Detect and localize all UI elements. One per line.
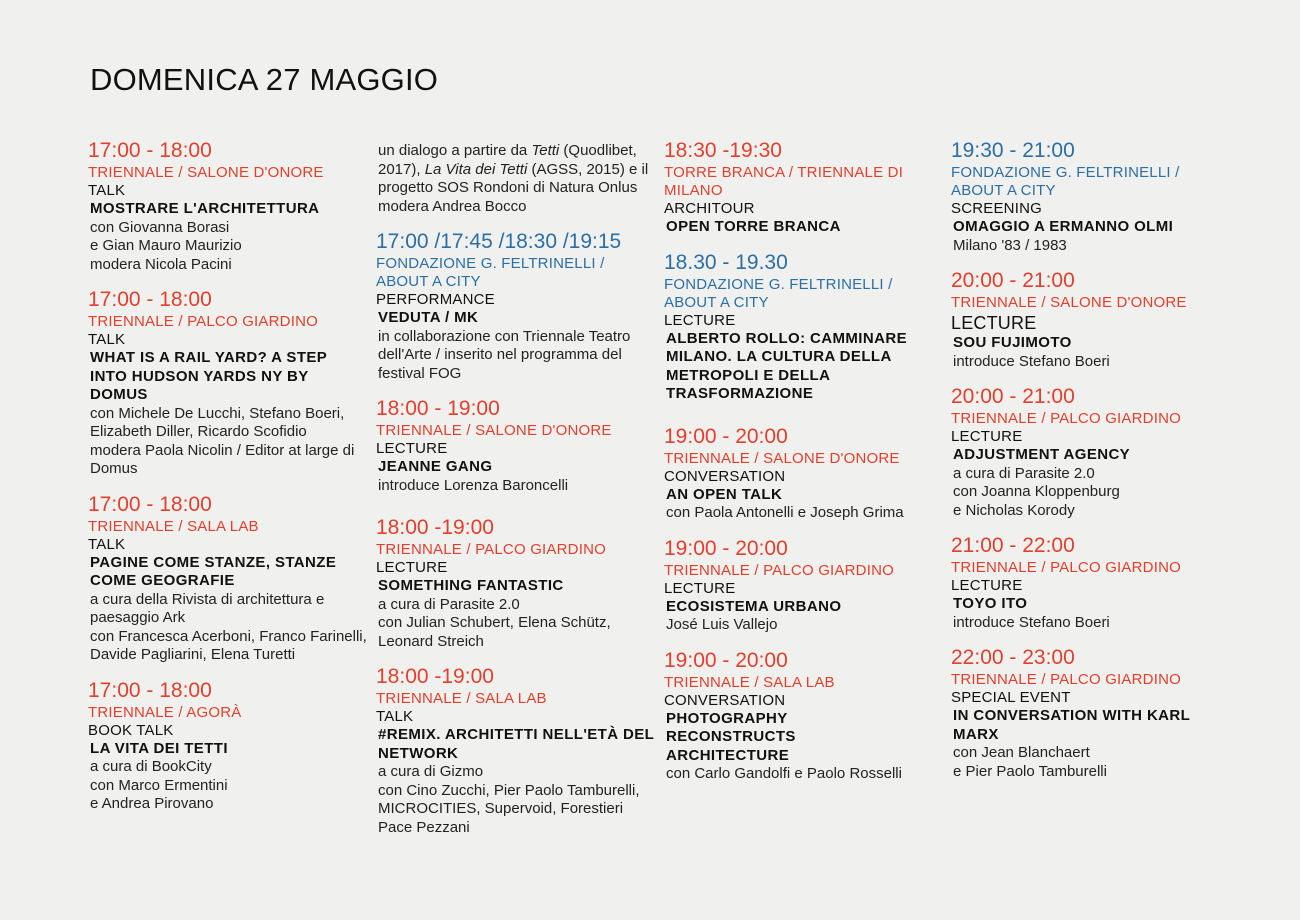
event-type: LECTURE <box>376 440 448 457</box>
event <box>664 138 944 237</box>
event-title: WHAT IS A RAIL YARD? A STEP INTO HUDSON YARDS NY BY DOMUS <box>90 349 327 403</box>
event-time: 18:00 - 19:00 <box>376 397 500 420</box>
event-detail: con Julian Schubert, Elena Schütz, Leonard Streich <box>378 614 611 650</box>
event-type: BOOK TALK <box>88 721 174 739</box>
event-detail: con Jean Blanchaert <box>953 744 1090 761</box>
event-title: AN OPEN TALK <box>666 485 783 503</box>
schedule-column-3 <box>664 138 944 797</box>
event-venue: FONDAZIONE G. FELTRINELLI / ABOUT A CITY <box>664 275 893 311</box>
event-venue: FONDAZIONE G. FELTRINELLI / ABOUT A CITY <box>951 164 1180 199</box>
schedule-column-1 <box>88 138 368 827</box>
event-type: CONVERSATION <box>664 467 786 485</box>
event-detail: e Nicholas Korody <box>953 501 1075 519</box>
event-venue: TRIENNALE / SALONE D'ONORE <box>376 422 612 439</box>
event-title: ADJUSTMENT AGENCY <box>953 446 1131 463</box>
event-type: SPECIAL EVENT <box>951 689 1071 706</box>
event-venue: TRIENNALE / PALCO GIARDINO <box>88 313 318 330</box>
event-type: CONVERSATION <box>664 691 786 709</box>
event <box>88 138 368 274</box>
event-venue: TRIENNALE / SALONE D'ONORE <box>664 449 900 467</box>
event-time: 18.30 - 19.30 <box>664 250 788 274</box>
event-detail: e Andrea Pirovano <box>90 795 214 812</box>
event-type: LECTURE <box>951 313 1037 333</box>
event-venue: TRIENNALE / PALCO GIARDINO <box>951 671 1181 688</box>
event-detail: con Marco Ermentini <box>90 776 228 794</box>
event-detail: a cura della Rivista di architettura e paesaggio Ark <box>90 590 325 626</box>
event-detail: e Pier Paolo Tamburelli <box>953 762 1107 780</box>
event-detail: con Cino Zucchi, Pier Paolo Tamburelli, MICROCITIES, Supervoid, Forestieri Pace Pezzani <box>378 781 640 836</box>
event-time: 20:00 - 21:00 <box>951 385 1075 408</box>
event-type: LECTURE <box>376 559 448 576</box>
event <box>951 533 1231 632</box>
event-type: TALK <box>88 182 126 199</box>
event-detail: un dialogo a partire da Tetti (Quodlibet, 2017), La Vita dei Tetti (AGSS, 2015) e il progetto SOS Rondoni di Natura Onlus <box>378 142 649 196</box>
event <box>664 536 944 635</box>
event-title: LA VITA DEI TETTI <box>90 739 228 757</box>
event <box>88 287 368 479</box>
event-detail: a cura di Parasite 2.0 <box>953 464 1095 482</box>
event-time: 19:00 - 20:00 <box>664 648 788 672</box>
event-title: TOYO ITO <box>953 595 1028 612</box>
event-type: TALK <box>88 535 126 553</box>
event-type: ARCHITOUR <box>664 200 755 217</box>
event-detail: José Luis Vallejo <box>666 616 778 633</box>
event <box>376 515 656 651</box>
schedule-column-2 <box>376 138 656 850</box>
event-time: 22:00 - 23:00 <box>951 646 1075 669</box>
event-detail: a cura di Parasite 2.0 <box>378 595 520 613</box>
event <box>376 229 656 383</box>
event-title: OMAGGIO A ERMANNO OLMI <box>953 218 1174 235</box>
event-venue: TRIENNALE / PALCO GIARDINO <box>951 410 1181 427</box>
event-detail: introduce Stefano Boeri <box>953 613 1110 631</box>
event <box>664 250 944 404</box>
event-time: 19:00 - 20:00 <box>664 424 788 448</box>
event <box>88 492 368 665</box>
event-time: 18:30 -19:30 <box>664 139 782 162</box>
event-detail: con Joanna Kloppenburg <box>953 483 1120 500</box>
event <box>951 138 1231 255</box>
page-title: DOMENICA 27 MAGGIO <box>90 62 439 97</box>
event-detail: introduce Lorenza Baroncelli <box>378 476 569 494</box>
event-venue: TRIENNALE / PALCO GIARDINO <box>951 559 1181 576</box>
event-time: 21:00 - 22:00 <box>951 534 1075 557</box>
event-title: ECOSISTEMA URBANO <box>666 597 842 615</box>
event-venue: TRIENNALE / PALCO GIARDINO <box>664 561 894 579</box>
event-time: 17:00 /17:45 /18:30 /19:15 <box>376 230 622 253</box>
event-venue: TRIENNALE / SALONE D'ONORE <box>88 164 324 181</box>
event-venue: TRIENNALE / SALA LAB <box>376 690 547 707</box>
event-title: VEDUTA / MK <box>378 309 479 326</box>
event-title: SOMETHING FANTASTIC <box>378 577 564 594</box>
event-venue: TRIENNALE / AGORÀ <box>88 703 242 721</box>
event-venue: TRIENNALE / SALONE D'ONORE <box>951 294 1187 311</box>
event-time: 20:00 - 21:00 <box>951 269 1075 292</box>
event <box>376 664 656 837</box>
event-detail: in collaborazione con Triennale Teatro dell'Arte / inserito nel programma del festival FOG <box>378 327 631 382</box>
event-time: 17:00 - 18:00 <box>88 492 212 516</box>
event <box>88 678 368 814</box>
event-type: TALK <box>88 331 126 348</box>
event-type: LECTURE <box>664 579 736 597</box>
event-venue: TRIENNALE / SALA LAB <box>88 517 259 535</box>
event-venue: TORRE BRANCA / TRIENNALE DI MILANO <box>664 164 904 199</box>
event-type: TALK <box>376 708 414 725</box>
schedule-column-4 <box>951 138 1231 794</box>
event-title: MOSTRARE L'ARCHITETTURA <box>90 200 320 217</box>
event-detail: Milano '83 / 1983 <box>953 236 1067 254</box>
event <box>951 645 1231 781</box>
event-title: JEANNE GANG <box>378 458 493 475</box>
event-detail: e Gian Mauro Maurizio <box>90 237 242 254</box>
event-detail: con Paola Antonelli e Joseph Grima <box>666 504 904 521</box>
event-title: PHOTOGRAPHY RECONSTRUCTS ARCHITECTURE <box>666 709 796 764</box>
event <box>664 648 944 784</box>
event-detail: a cura di Gizmo <box>378 763 484 780</box>
event-continuation <box>376 142 656 216</box>
event-type: LECTURE <box>951 577 1023 594</box>
event-detail: introduce Stefano Boeri <box>953 352 1110 370</box>
event-detail: modera Nicola Pacini <box>90 255 232 273</box>
event-time: 17:00 - 18:00 <box>88 139 212 162</box>
event <box>951 268 1231 371</box>
event-type: PERFORMANCE <box>376 291 495 308</box>
event-title: SOU FUJIMOTO <box>953 334 1072 351</box>
event <box>951 384 1231 520</box>
event-venue: TRIENNALE / PALCO GIARDINO <box>376 541 606 558</box>
event-time: 18:00 -19:00 <box>376 665 494 688</box>
event-type: SCREENING <box>951 200 1042 217</box>
event-venue: TRIENNALE / SALA LAB <box>664 673 835 691</box>
event-time: 19:30 - 21:00 <box>951 139 1075 162</box>
event-title: PAGINE COME STANZE, STANZE COME GEOGRAFIE <box>90 553 337 589</box>
event-time: 17:00 - 18:00 <box>88 678 212 702</box>
event-detail: con Carlo Gandolfi e Paolo Rosselli <box>666 765 902 782</box>
event-type: LECTURE <box>664 311 736 329</box>
event-detail: modera Paola Nicolin / Editor at large di Domus <box>90 441 355 477</box>
event <box>664 424 944 523</box>
event-detail: a cura di BookCity <box>90 758 212 775</box>
event-type: LECTURE <box>951 428 1023 445</box>
event-time: 19:00 - 20:00 <box>664 536 788 560</box>
event-detail: con Michele De Lucchi, Stefano Boeri, Elizabeth Diller, Ricardo Scofidio <box>90 404 345 440</box>
event-time: 18:00 -19:00 <box>376 516 494 539</box>
event-time: 17:00 - 18:00 <box>88 288 212 311</box>
event-venue: FONDAZIONE G. FELTRINELLI / ABOUT A CITY <box>376 255 605 290</box>
event-detail: modera Andrea Bocco <box>378 197 527 215</box>
event-detail: con Francesca Acerboni, Franco Farinelli, Davide Pagliarini, Elena Turetti <box>90 627 367 663</box>
event-title: #REMIX. ARCHITETTI NELL'ETÀ DEL NETWORK <box>378 726 654 762</box>
event-title: OPEN TORRE BRANCA <box>666 218 841 235</box>
event-title: IN CONVERSATION WITH KARL MARX <box>953 707 1190 743</box>
event-detail: con Giovanna Borasi <box>90 218 230 236</box>
event <box>376 396 656 495</box>
event-title: ALBERTO ROLLO: CAMMINARE MILANO. LA CULTURA DELLA METROPOLI E DELLA TRASFORMAZIONE <box>666 329 907 402</box>
